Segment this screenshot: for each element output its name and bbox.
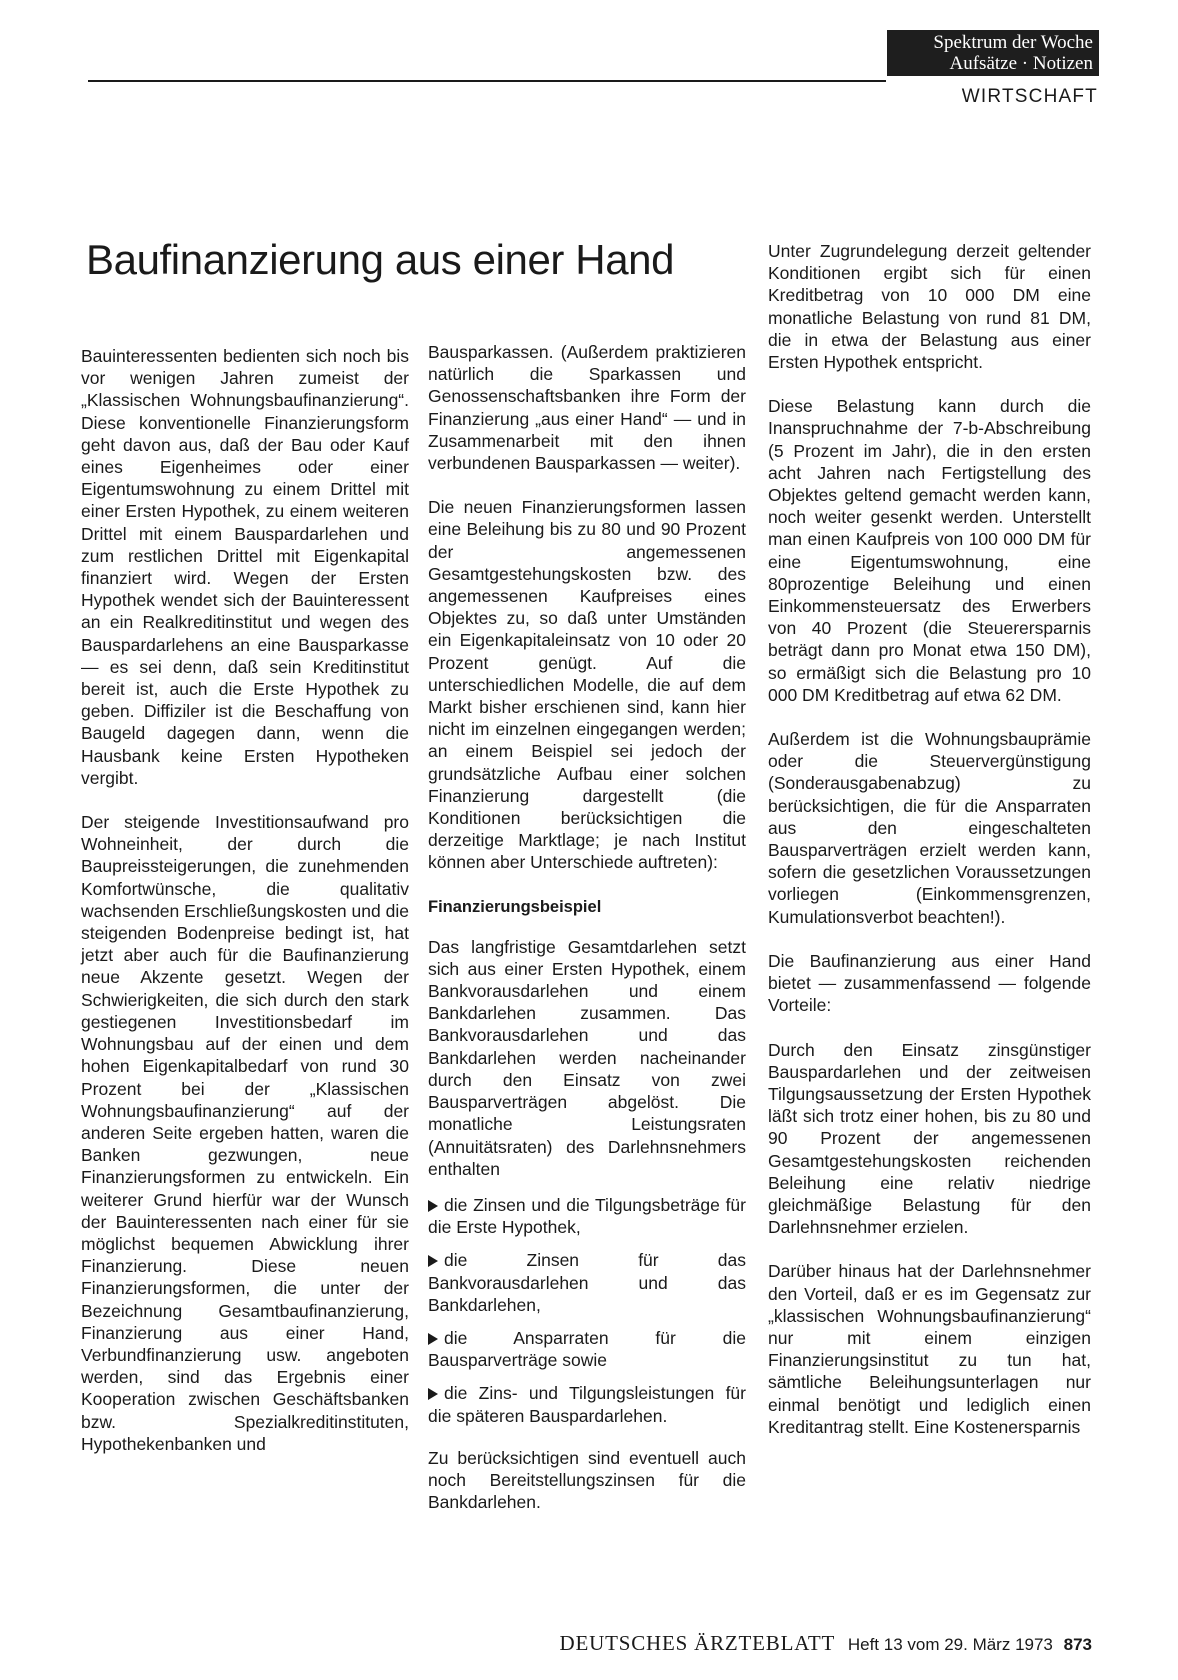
bullet-arrow-icon xyxy=(428,1255,438,1267)
list-item-text: die Zinsen für das Bankvorausdarlehen und das Bankdarlehen, xyxy=(428,1250,746,1315)
section-label-box xyxy=(887,30,1099,76)
bullet-arrow-icon xyxy=(428,1333,438,1345)
article-title: Baufinanzierung aus einer Hand xyxy=(86,236,675,283)
paragraph: Darüber hinaus hat der Darlehnsnehmer den Vorteil, daß er es im Gegensatz zur „klassischen Wohnungsbaufinanzierung“ nur mit einem einzigen Finanzierungsinstitut zu tun hat, sämtliche Beleihungsunterlagen nur einmal benötigt und lediglich einen Kreditantrag stellt. Eine Kostenersparnis xyxy=(768,1261,1091,1437)
paragraph: Der steigende Investitionsaufwand pro Wohneinheit, der durch die Baupreissteigerungen, die zunehmenden Komfortwünsche, die qualitativ wachsenden Erschließungskosten und die steigenden Bodenpreise bedingt ist, hat jetzt aber auch für die Baufinanzierung neue Akzente gesetzt. Wegen der Schwierigkeiten, die sich durch den stark gestiegenen Investitionsbedarf im Wohnungsbau auf der einen und dem hohen Eigenkapitalbedarf von rund 30 Prozent bei der „Klassischen Wohnungsbaufinanzierung“ auf der anderen Seite ergeben hatten, waren die Banken gezwungen, neue Finanzierungsformen zu entwickeln. Ein weiterer Grund hierfür war der Wunsch der Bauinteressenten nach einer für sie möglichst bequemen Abwicklung ihrer Finanzierung. Diese neuen Finanzierungsformen, die unter der Bezeichnung Gesamtbaufinanzierung, Finanzierung aus einer Hand, Verbundfinanzierung usw. angeboten werden, sind das Ergebnis einer Kooperation zwischen Geschäftsbanken bzw. Spezialkreditinstituten, Hypothekenbanken und xyxy=(81,812,409,1454)
paragraph: Die Baufinanzierung aus einer Hand bietet — zusammenfassend — folgende Vorteile: xyxy=(768,950,1091,1016)
column-3 xyxy=(768,240,1091,1460)
bullet-arrow-icon xyxy=(428,1388,438,1400)
list-item-text: die Ansparraten für die Bausparverträge sowie xyxy=(428,1327,746,1371)
paragraph: Bauinteressenten bedienten sich noch bis vor wenigen Jahren zumeist der „Klassischen Wohnungsbaufinanzierung“. Diese konventionelle Finanzierungsform geht davon aus, daß der Bau oder Kauf eines Eigenheimes oder einer Eigentumswohnung zu einem Drittel mit einer Ersten Hypothek, zu einem weiteren Drittel mit einem Bauspardarlehen und zum restlichen Drittel mit Eigenkapital finanziert wird. Wegen der Ersten Hypothek wendet sich der Bauinteressent an ein Realkreditinstitut und wegen des Bauspardarlehens an eine Bausparkasse — es sei denn, daß sein Kreditinstitut bereit ist, auch die Erste Hypothek zu geben. Diffiziler ist die Beschaffung von Baugeld dagegen dann, wenn die Hausbank keine Ersten Hypotheken vergibt. xyxy=(81,346,409,788)
section-label-line1: Spektrum der Woche xyxy=(933,32,1093,53)
section-label-line2: Aufsätze · Notizen xyxy=(949,53,1093,74)
bullet-arrow-icon xyxy=(428,1200,438,1212)
paragraph: Zu berücksichtigen sind eventuell auch noch Bereitstellungszinsen für die Bankdarlehen. xyxy=(428,1447,746,1513)
paragraph: Bausparkassen. (Außerdem praktizieren natürlich die Sparkassen und Genossenschaftsbanken ihre Form der Finanzierung „aus einer Hand“ — und in Zusammenarbeit mit den ihnen verbundenen Bausparkassen — weiter). xyxy=(428,342,746,474)
page-number: 873 xyxy=(1063,1635,1092,1654)
list-item-text: die Zinsen und die Tilgungsbeträge für die Erste Hypothek, xyxy=(428,1194,746,1238)
header-rule xyxy=(88,80,886,82)
paragraph: Das langfristige Gesamtdarlehen setzt sich aus einer Ersten Hypothek, einem Bankvorausdarlehen und einem Bankdarlehen zusammen. Das Bankvorausdarlehen und das Bankdarlehen werden nacheinander durch den Einsatz von zwei Bausparverträgen abgelöst. Die monatliche Leistungsraten (Annuitätsraten) des Darlehnsnehmers enthalten xyxy=(428,936,746,1179)
list-item xyxy=(428,1382,746,1426)
paragraph: Unter Zugrundelegung derzeit geltender Konditionen ergibt sich für einen Kreditbetrag von 10 000 DM eine monatliche Belastung von rund 81 DM, die in etwa der Belastung aus einer Ersten Hypothek entspricht. xyxy=(768,241,1091,373)
list-item xyxy=(428,1194,746,1238)
bullet-list xyxy=(428,1194,746,1427)
list-item-text: die Zins- und Tilgungsleistungen für die späteren Bauspardarlehen. xyxy=(428,1383,746,1426)
paragraph: Außerdem ist die Wohnungsbauprämie oder die Steuervergünstigung (Sonderausgabenabzug) zu berücksichtigen, die für die Ansparraten aus den eingeschalteten Bausparverträgen erzielt werden kann, sofern die gesetzlichen Voraussetzungen vorliegen (Einkommensgrenzen, Kumulationsverbot beachten!). xyxy=(768,729,1091,927)
subheading: Finanzierungsbeispiel xyxy=(428,897,602,916)
issue-info: Heft 13 vom 29. März 1973 xyxy=(847,1635,1053,1654)
list-item xyxy=(428,1327,746,1371)
column-1 xyxy=(81,345,409,1477)
paragraph: Diese Belastung kann durch die Inanspruchnahme der 7-b-Abschreibung (5 Prozent im Jahr), die in den ersten acht Jahren nach Fertigstellung des Objektes geltend gemacht werden kann, noch weiter gesenkt werden. Unterstellt man einen Kaufpreis von 100 000 DM für eine Eigentumswohnung, eine 80prozentige Beleihung und einen Einkommensteuersatz des Erwerbers von 40 Prozent (die Steuerersparnis beträgt dann pro Monat etwa 150 DM), so ermäßigt sich die Belastung pro 10 000 DM Kreditbetrag auf etwa 62 DM. xyxy=(768,396,1091,705)
journal-name: DEUTSCHES ÄRZTEBLATT xyxy=(559,1631,836,1655)
list-item xyxy=(428,1249,746,1316)
page-footer xyxy=(560,1631,1092,1656)
paragraph: Durch den Einsatz zinsgünstiger Bauspardarlehen und der zeitweisen Tilgungsaussetzung der Ersten Hypothek läßt sich trotz einer hohen, bis zu 80 und 90 Prozent der angemessenen Gesamtgestehungskosten reichenden Beleihung eine relativ niedrige gleichmäßige Belastung für den Darlehnsnehmer erzielen. xyxy=(768,1039,1091,1238)
rubric: WIRTSCHAFT xyxy=(961,86,1098,107)
paragraph: Die neuen Finanzierungsformen lassen eine Beleihung bis zu 80 und 90 Prozent der angemessenen Gesamtgestehungskosten bzw. des angemessenen Kaufpreises eines Objektes zu, so daß unter Umständen ein Eigenkapitaleinsatz von 10 oder 20 Prozent genügt. Auf die unterschiedlichen Modelle, die auf dem Markt bisher erschienen sind, kann hier nicht im einzelnen eingegangen werden; an einem Beispiel sei jedoch der grundsätzliche Aufbau einer solchen Finanzierung dargestellt (die Konditionen berücksichtigen die derzeitige Marktlage; je nach Institut können aber Unterschiede auftreten): xyxy=(428,497,746,873)
column-2 xyxy=(428,341,746,1535)
